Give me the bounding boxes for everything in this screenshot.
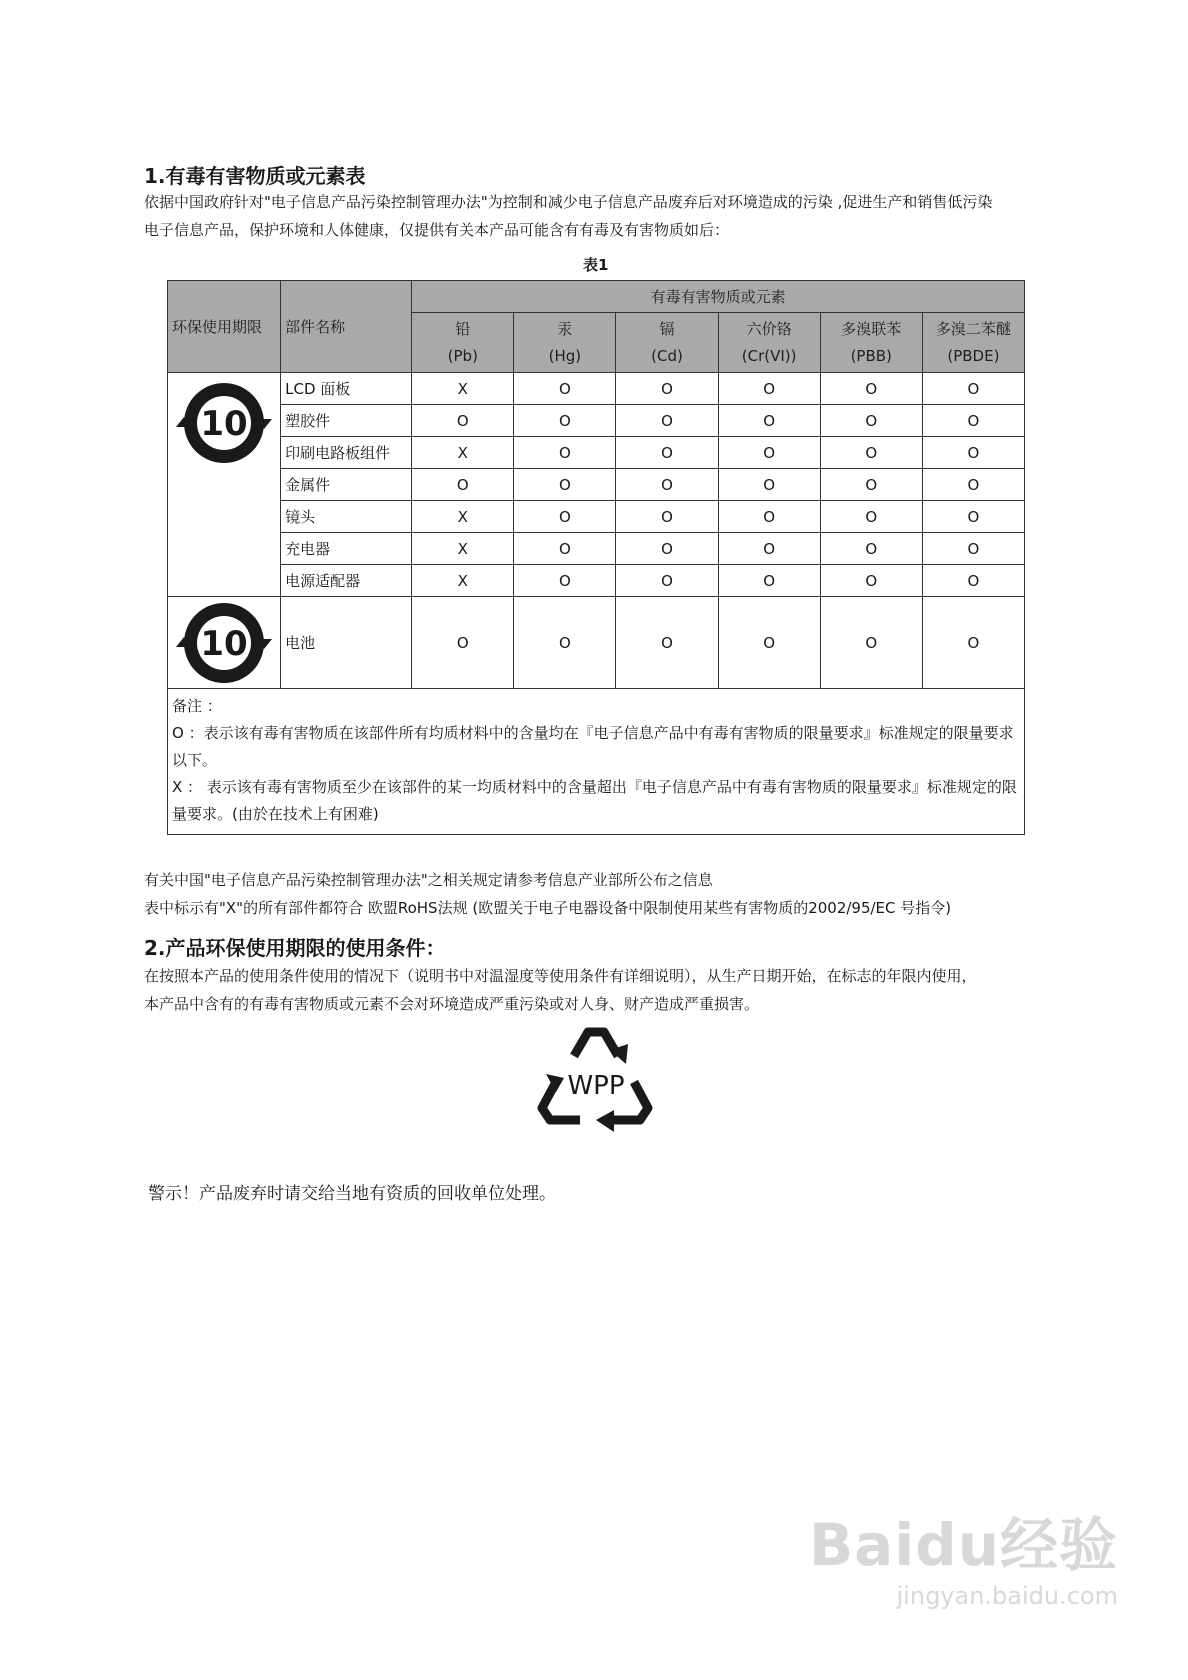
value-cell: O	[922, 469, 1024, 501]
value-cell: O	[922, 533, 1024, 565]
value-cell: X	[412, 565, 514, 597]
value-cell: O	[820, 533, 922, 565]
header-substance-cd: 镉 (Cd)	[616, 313, 718, 373]
notes-row	[168, 689, 1025, 835]
value-cell: O	[412, 469, 514, 501]
value-cell: O	[412, 597, 514, 689]
value-cell: O	[514, 501, 616, 533]
value-cell: O	[922, 405, 1024, 437]
after-table-line1: 有关中国"电子信息产品污染控制管理办法"之相关规定请参考信息产业部所公布之信息	[144, 871, 713, 889]
value-cell: O	[820, 373, 922, 405]
part-name: 电池	[281, 597, 412, 689]
value-cell: O	[820, 469, 922, 501]
header-substance-pbb: 多溴联苯 (PBB)	[820, 313, 922, 373]
after-table-line2: 表中标示有"X"的所有部件都符合 欧盟RoHS法规 (欧盟关于电子电器设备中限制使用某些有害物质的2002/95/EC 号指令)	[144, 899, 952, 917]
table-notes	[168, 689, 1025, 835]
value-cell: O	[718, 565, 820, 597]
section2-line2: 本产品中含有的有毒有害物质或元素不会对环境造成严重污染或对人身、财产造成严重损害。	[144, 995, 760, 1013]
table-caption: 表1	[583, 256, 609, 274]
value-cell: O	[616, 437, 718, 469]
value-cell: O	[514, 597, 616, 689]
table-row	[168, 437, 1025, 469]
part-name: 塑胶件	[281, 405, 412, 437]
part-name: LCD 面板	[281, 373, 412, 405]
eco-period-number: 10	[200, 404, 248, 444]
value-cell: O	[718, 597, 820, 689]
eco-period-10-icon	[174, 377, 274, 469]
part-name: 电源适配器	[281, 565, 412, 597]
value-cell: O	[718, 533, 820, 565]
value-cell: O	[718, 373, 820, 405]
value-cell: O	[514, 565, 616, 597]
eco-period-badge-2	[168, 597, 281, 689]
value-cell: X	[412, 373, 514, 405]
eco-period-number: 10	[200, 623, 248, 664]
value-cell: X	[412, 533, 514, 565]
value-cell: O	[922, 597, 1024, 689]
value-cell: O	[820, 597, 922, 689]
value-cell: O	[616, 405, 718, 437]
value-cell: O	[616, 597, 718, 689]
header-substance-pbde: 多溴二苯醚 (PBDE)	[922, 313, 1024, 373]
notes-title: 备注 ：	[172, 697, 222, 715]
value-cell: O	[922, 437, 1024, 469]
header-substance-hg: 汞 (Hg)	[514, 313, 616, 373]
value-cell: O	[514, 469, 616, 501]
part-name: 金属件	[281, 469, 412, 501]
value-cell: O	[922, 501, 1024, 533]
value-cell: O	[718, 437, 820, 469]
header-substance-cr6: 六价铬 (Cr(VI))	[718, 313, 820, 373]
header-substance-pb: 铅 (Pb)	[412, 313, 514, 373]
part-name: 镜头	[281, 501, 412, 533]
section2-heading: 2.产品环保使用期限的使用条件：	[144, 936, 446, 960]
value-cell: O	[616, 565, 718, 597]
value-cell: X	[412, 501, 514, 533]
table-row	[168, 533, 1025, 565]
section2-line1: 在按照本产品的使用条件使用的情况下（说明书中对温湿度等使用条件有详细说明），从生产日期开始，在标志的年限内使用，	[144, 967, 977, 985]
header-period: 环保使用期限	[168, 281, 281, 373]
value-cell: O	[616, 533, 718, 565]
value-cell: O	[616, 373, 718, 405]
note-x: X ： 表示该有毒有害物质至少在该部件的某一均质材料中的含量超出『电子信息产品中有毒有害物质的限量要求』标准规定的限量要求。(由於在技术上有困难)	[172, 778, 1017, 823]
section1-heading: 1.有毒有害物质或元素表	[144, 164, 366, 188]
section1-intro-line1: 依据中国政府针对"电子信息产品污染控制管理办法"为控制和减少电子信息产品废弃后对环境造成的污染 ,促进生产和销售低污染	[144, 193, 993, 211]
value-cell: O	[820, 501, 922, 533]
section1-intro-line2: 电子信息产品，保护环境和人体健康，仅提供有关本产品可能含有有毒及有害物质如后：	[144, 221, 730, 239]
table-row	[168, 565, 1025, 597]
hazardous-substances-table	[167, 280, 1025, 835]
wpp-recycle-icon	[530, 1016, 662, 1136]
value-cell: O	[514, 373, 616, 405]
header-substance-group: 有毒有害物质或元素	[412, 281, 1025, 313]
part-name: 印刷电路板组件	[281, 437, 412, 469]
value-cell: O	[514, 437, 616, 469]
value-cell: O	[718, 405, 820, 437]
note-o: O ：表示该有毒有害物质在该部件所有均质材料中的含量均在『电子信息产品中有毒有害物质的限量要求』标准规定的限量要求以下。	[172, 724, 1014, 769]
watermark-brand: Baidu经验	[808, 1511, 1118, 1579]
value-cell: O	[820, 565, 922, 597]
header-part-name: 部件名称	[281, 281, 412, 373]
value-cell: O	[616, 469, 718, 501]
table-row	[168, 597, 1025, 689]
table-row	[168, 469, 1025, 501]
value-cell: X	[412, 437, 514, 469]
value-cell: O	[718, 501, 820, 533]
eco-period-badge-1	[168, 373, 281, 597]
value-cell: O	[514, 405, 616, 437]
baidu-watermark	[809, 1498, 1118, 1610]
eco-period-10-icon	[174, 599, 274, 687]
table-row	[168, 501, 1025, 533]
value-cell: O	[922, 373, 1024, 405]
table-row	[168, 405, 1025, 437]
value-cell: O	[412, 405, 514, 437]
wpp-logo-text: WPP	[567, 1071, 625, 1101]
table-row	[168, 373, 1025, 405]
value-cell: O	[820, 405, 922, 437]
value-cell: O	[922, 565, 1024, 597]
value-cell: O	[616, 501, 718, 533]
value-cell: O	[820, 437, 922, 469]
part-name: 充电器	[281, 533, 412, 565]
value-cell: O	[514, 533, 616, 565]
watermark-url: jingyan.baidu.com	[896, 1582, 1118, 1610]
warning-text: 警示！产品废弃时请交给当地有资质的回收单位处理。	[148, 1184, 556, 1204]
value-cell: O	[718, 469, 820, 501]
